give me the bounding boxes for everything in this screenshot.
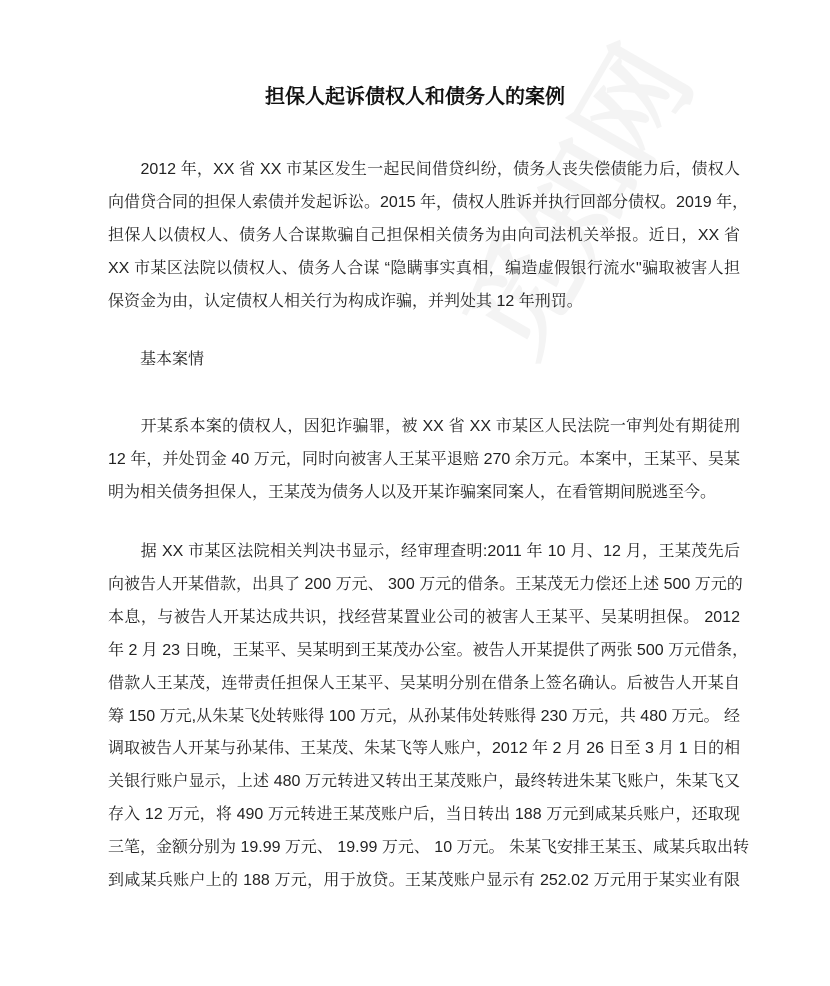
text-line: 向被告人开某借款，出具了 200 万元、 300 万元的借条。王某茂无力偿还上述 500 万元的 <box>108 576 743 593</box>
text-line: 据 XX 市某区法院相关判决书显示，经审理查明:2011 年 10 月、12 月，王某茂先后 <box>108 543 740 560</box>
text-line: 调取被告人开某与孙某伟、王某茂、朱某飞等人账户，2012 年 2 月 26 日至 3 月 1 日的相 <box>108 740 741 757</box>
text-line: 保资金为由，认定债权人相关行为构成诈骗，并判处其 12 年刑罚。 <box>108 293 583 310</box>
text-line: 存入 12 万元，将 490 万元转进王某茂账户后，当日转出 188 万元到咸某兵账户，还取现 <box>108 806 740 823</box>
text-line: 关银行账户显示，上述 480 万元转进又转出王某茂账户，最终转进朱某飞账户，朱某飞又 <box>108 773 740 790</box>
text-line: 借款人王某茂，连带责任担保人王某平、吴某明分别在借条上签名确认。后被告人开某自 <box>108 675 740 692</box>
text-line: 担保人以债权人、债务人合谋欺骗自己担保相关债务为由向司法机关举报。近日，XX 省 <box>108 227 740 244</box>
text-line: 年 2 月 23 日晚，王某平、吴某明到王某茂办公室。被告人开某提供了两张 500 万元借条， <box>108 642 749 659</box>
text-line: 明为相关债务担保人，王某茂为债务人以及开某诈骗案同案人，在看管期间脱逃至今。 <box>108 484 717 501</box>
text-line: 到咸某兵账户上的 188 万元，用于放贷。王某茂账户显示有 252.02 万元用于某实业有限 <box>108 872 740 889</box>
document-title: 担保人起诉债权人和债务人的案例 <box>265 86 565 108</box>
section-heading: 基本案情 <box>140 351 205 368</box>
text-line: 12 年，并处罚金 40 万元，同时向被害人王某平退赔 270 余万元。本案中，王某平、吴某 <box>108 451 740 468</box>
text-line: 本息，与被告人开某达成共识，找经营某置业公司的被害人王某平、吴某明担保。 2012 <box>108 609 740 626</box>
text-line: 2012 年，XX 省 XX 市某区发生一起民间借贷纠纷，债务人丧失偿债能力后，债权人 <box>108 161 740 178</box>
text-line: XX 市某区法院以债权人、债务人合谋 “隐瞒事实真相，编造虚假银行流水"骗取被害人担 <box>108 260 740 277</box>
text-line: 向借贷合同的担保人索债并发起诉讼。2015 年，债权人胜诉并执行回部分债权。2019 年， <box>108 194 749 211</box>
text-line: 三笔，金额分别为 19.99 万元、 19.99 万元、 10 万元。 朱某飞安排王某玉、咸某兵取出转 <box>108 839 749 856</box>
text-line: 筹 150 万元,从朱某飞处转账得 100 万元，从孙某伟处转账得 230 万元，共 480 万元。 经 <box>108 708 740 725</box>
text-line: 开某系本案的债权人，因犯诈骗罪，被 XX 省 XX 市某区人民法院一审判处有期徒刑 <box>108 418 740 435</box>
